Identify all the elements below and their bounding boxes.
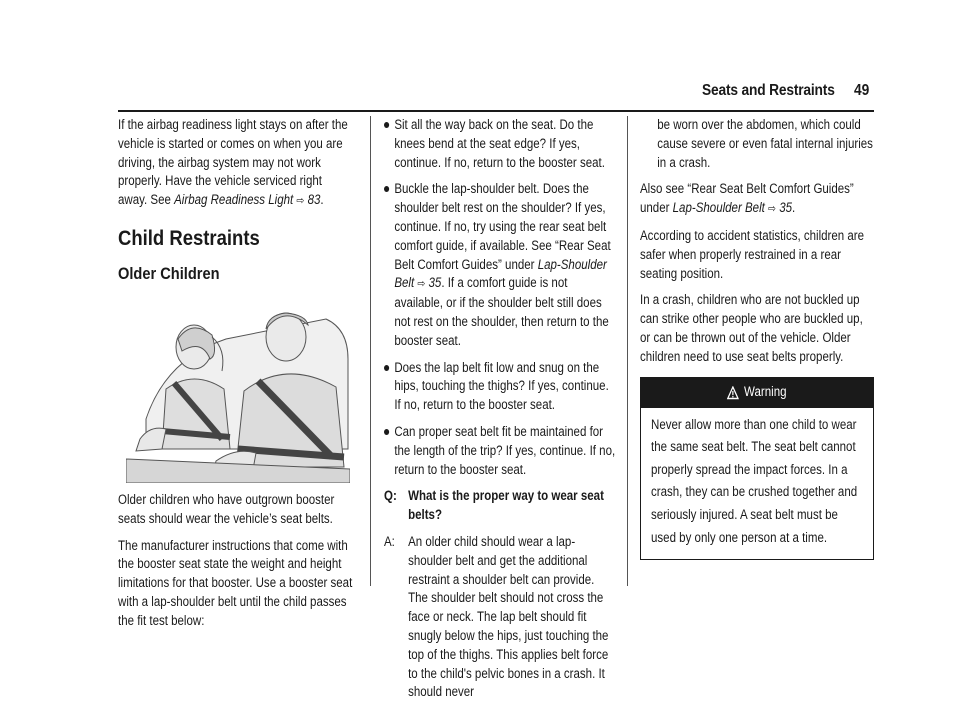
page-reference-arrow-icon: ⇨ [296, 195, 305, 208]
header-rule [118, 110, 874, 112]
reference-link[interactable]: Lap-Shoulder Belt [672, 200, 765, 216]
list-item: Does the lap belt fit low and snug on the hips, touching the thighs? If yes, continue. If no, return to the booster seat. [384, 359, 615, 415]
column-divider [627, 116, 628, 586]
heading-older-children: Older Children [118, 263, 220, 283]
column-divider [370, 116, 371, 586]
paragraph: If the airbag readiness light stays on after the vehicle is started or comes on when you are driving, the airbag system may not work properly. Have the vehicle serviced right away. See Airbag Readiness Light ⇨ 83. [118, 117, 348, 208]
warning-body: Never allow more than one child to wear the same seat belt. The seat belt cannot properly spread the impact forces. In a crash, they can be crushed together and seriously injured. A seat belt must be used by only one person at a time. [651, 416, 858, 545]
section-title: Seats and Restraints [702, 82, 835, 99]
warning-title: Warning [744, 384, 787, 400]
column-middle [384, 116, 616, 710]
column-left [118, 116, 354, 639]
list-item: Buckle the lap-shoulder belt. Does the shoulder belt rest on the shoulder? If yes, continue. If no, try using the rear seat belt comfort guide, if available. See “Rear Seat Belt Comfort Guides” under Lap-Shoulder Belt ⇨ 35. If a comfort guide is not available, or if the shoulder belt still does not rest on the shoulder, then return to the booster seat. [384, 180, 615, 350]
reference-page[interactable]: 35 [779, 200, 793, 216]
warning-triangle-icon [727, 386, 739, 400]
paragraph: The manufacturer instructions that come with the booster seat state the weight and height limitations for that booster. Use a booster seat with a lap-shoulder belt until the child passes the fit test below: [118, 537, 353, 628]
page-number: 49 [854, 82, 870, 99]
answer: A: An older child should wear a lap-shoulder belt and get the additional restraint a shoulder belt can provide. The shoulder belt should not cross the face or neck. The lap belt should fit snugly below the hips, just touching the top of the thighs. This applies belt force to the child's pelvic bones in a crash. It should never [384, 533, 609, 700]
reference-link[interactable]: Lap-Shoulder Belt [394, 256, 607, 291]
list-item: Can proper seat belt fit be maintained for the length of the trip? If yes, continue. If no, return to the booster seat. [384, 423, 615, 479]
reference-page[interactable]: 35 [428, 275, 442, 291]
answer-continued: be worn over the abdomen, which could cause severe or even fatal internal injuries in a crash. [657, 117, 873, 170]
heading-child-restraints: Child Restraints [118, 225, 260, 250]
paragraph: In a crash, children who are not buckled up can strike other people who are buckled up, or can be thrown out of the vehicle. Older children need to use seat belts properly. [640, 292, 863, 364]
warning-box [640, 377, 874, 561]
list-item: Sit all the way back on the seat. Do the knees bend at the seat edge? If yes, continue. If no, return to the booster seat. [384, 116, 615, 172]
question: Q: What is the proper way to wear seat belts? [384, 488, 604, 523]
reference-link[interactable]: Airbag Readiness Light [174, 192, 294, 208]
column-right [640, 116, 874, 560]
paragraph: Older children who have outgrown booster seats should wear the vehicle’s seat belts. [118, 491, 335, 526]
paragraph: According to accident statistics, children are safer when properly restrained in a rear seating position. [640, 227, 865, 281]
reference-page[interactable]: 83 [307, 192, 321, 208]
page-reference-arrow-icon: ⇨ [768, 203, 776, 216]
warning-header [641, 378, 873, 408]
page-reference-arrow-icon: ⇨ [417, 278, 426, 291]
children-seat-belt-illustration [126, 299, 350, 483]
paragraph: Also see “Rear Seat Belt Comfort Guides” under Lap-Shoulder Belt ⇨ 35. [640, 181, 854, 216]
